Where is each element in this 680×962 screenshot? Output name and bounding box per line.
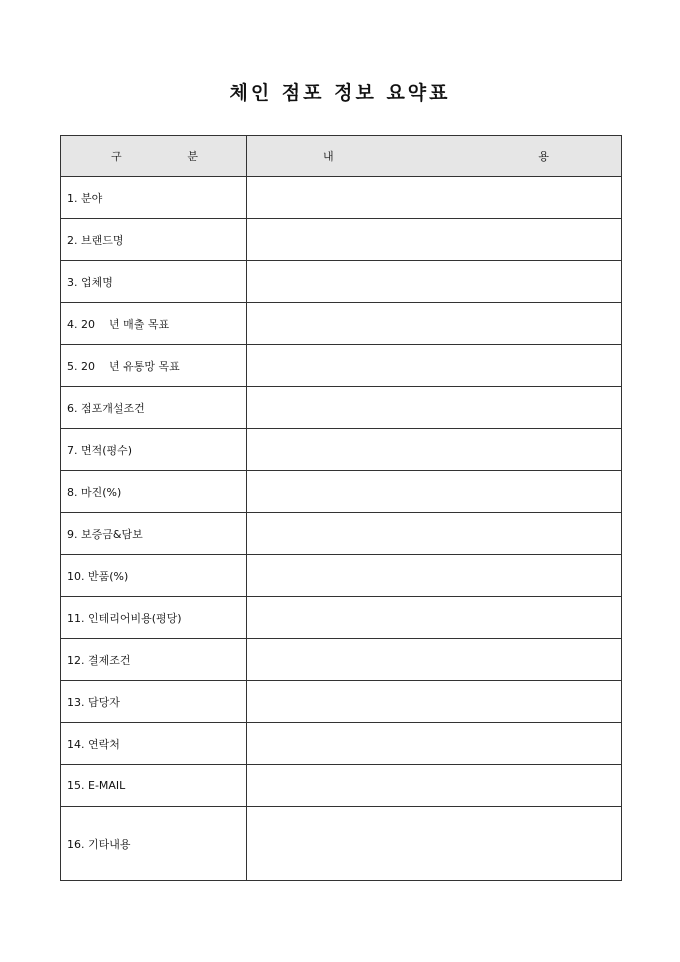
table-row bbox=[61, 555, 622, 597]
table-row bbox=[61, 345, 622, 387]
table-row bbox=[61, 765, 622, 807]
row-value-cell[interactable] bbox=[247, 807, 622, 881]
row-value-cell[interactable] bbox=[247, 765, 622, 807]
header-content-left: 내 bbox=[323, 150, 334, 163]
row-value-cell[interactable] bbox=[247, 429, 622, 471]
header-content-cell bbox=[247, 136, 622, 177]
header-category-right: 분 bbox=[187, 150, 198, 163]
table-row bbox=[61, 513, 622, 555]
table-row bbox=[61, 429, 622, 471]
row-label: 4. 20 년 매출 목표 bbox=[61, 303, 247, 345]
table-header-row bbox=[61, 136, 622, 177]
row-label: 6. 점포개설조건 bbox=[61, 387, 247, 429]
row-label: 1. 분야 bbox=[61, 177, 247, 219]
row-value-cell[interactable] bbox=[247, 219, 622, 261]
row-value-cell[interactable] bbox=[247, 261, 622, 303]
row-label: 5. 20 년 유통망 목표 bbox=[61, 345, 247, 387]
row-label: 13. 담당자 bbox=[61, 681, 247, 723]
row-value-cell[interactable] bbox=[247, 723, 622, 765]
row-label: 3. 업체명 bbox=[61, 261, 247, 303]
row-value-cell[interactable] bbox=[247, 681, 622, 723]
table-row bbox=[61, 219, 622, 261]
row-value-cell[interactable] bbox=[247, 303, 622, 345]
table-row bbox=[61, 387, 622, 429]
row-value-cell[interactable] bbox=[247, 555, 622, 597]
header-category-cell bbox=[61, 136, 247, 177]
table-row bbox=[61, 723, 622, 765]
table-row bbox=[61, 597, 622, 639]
table-row bbox=[61, 261, 622, 303]
summary-table bbox=[60, 135, 622, 881]
row-label: 9. 보증금&담보 bbox=[61, 513, 247, 555]
row-label: 16. 기타내용 bbox=[61, 807, 247, 881]
table-row bbox=[61, 807, 622, 881]
table-row bbox=[61, 303, 622, 345]
row-value-cell[interactable] bbox=[247, 513, 622, 555]
row-value-cell[interactable] bbox=[247, 345, 622, 387]
row-label: 14. 연락처 bbox=[61, 723, 247, 765]
row-label: 11. 인테리어비용(평당) bbox=[61, 597, 247, 639]
row-label: 8. 마진(%) bbox=[61, 471, 247, 513]
header-category-left: 구 bbox=[111, 150, 122, 163]
table-row bbox=[61, 681, 622, 723]
row-value-cell[interactable] bbox=[247, 387, 622, 429]
table-row bbox=[61, 639, 622, 681]
row-label: 7. 면적(평수) bbox=[61, 429, 247, 471]
row-value-cell[interactable] bbox=[247, 639, 622, 681]
row-label: 15. E-MAIL bbox=[61, 765, 247, 807]
header-content-right: 용 bbox=[538, 150, 549, 163]
row-value-cell[interactable] bbox=[247, 471, 622, 513]
table-row bbox=[61, 177, 622, 219]
document-title: 체인 점포 정보 요약표 bbox=[229, 82, 451, 104]
row-label: 12. 결제조건 bbox=[61, 639, 247, 681]
row-label: 2. 브랜드명 bbox=[61, 219, 247, 261]
row-label: 10. 반품(%) bbox=[61, 555, 247, 597]
table-row bbox=[61, 471, 622, 513]
row-value-cell[interactable] bbox=[247, 177, 622, 219]
row-value-cell[interactable] bbox=[247, 597, 622, 639]
